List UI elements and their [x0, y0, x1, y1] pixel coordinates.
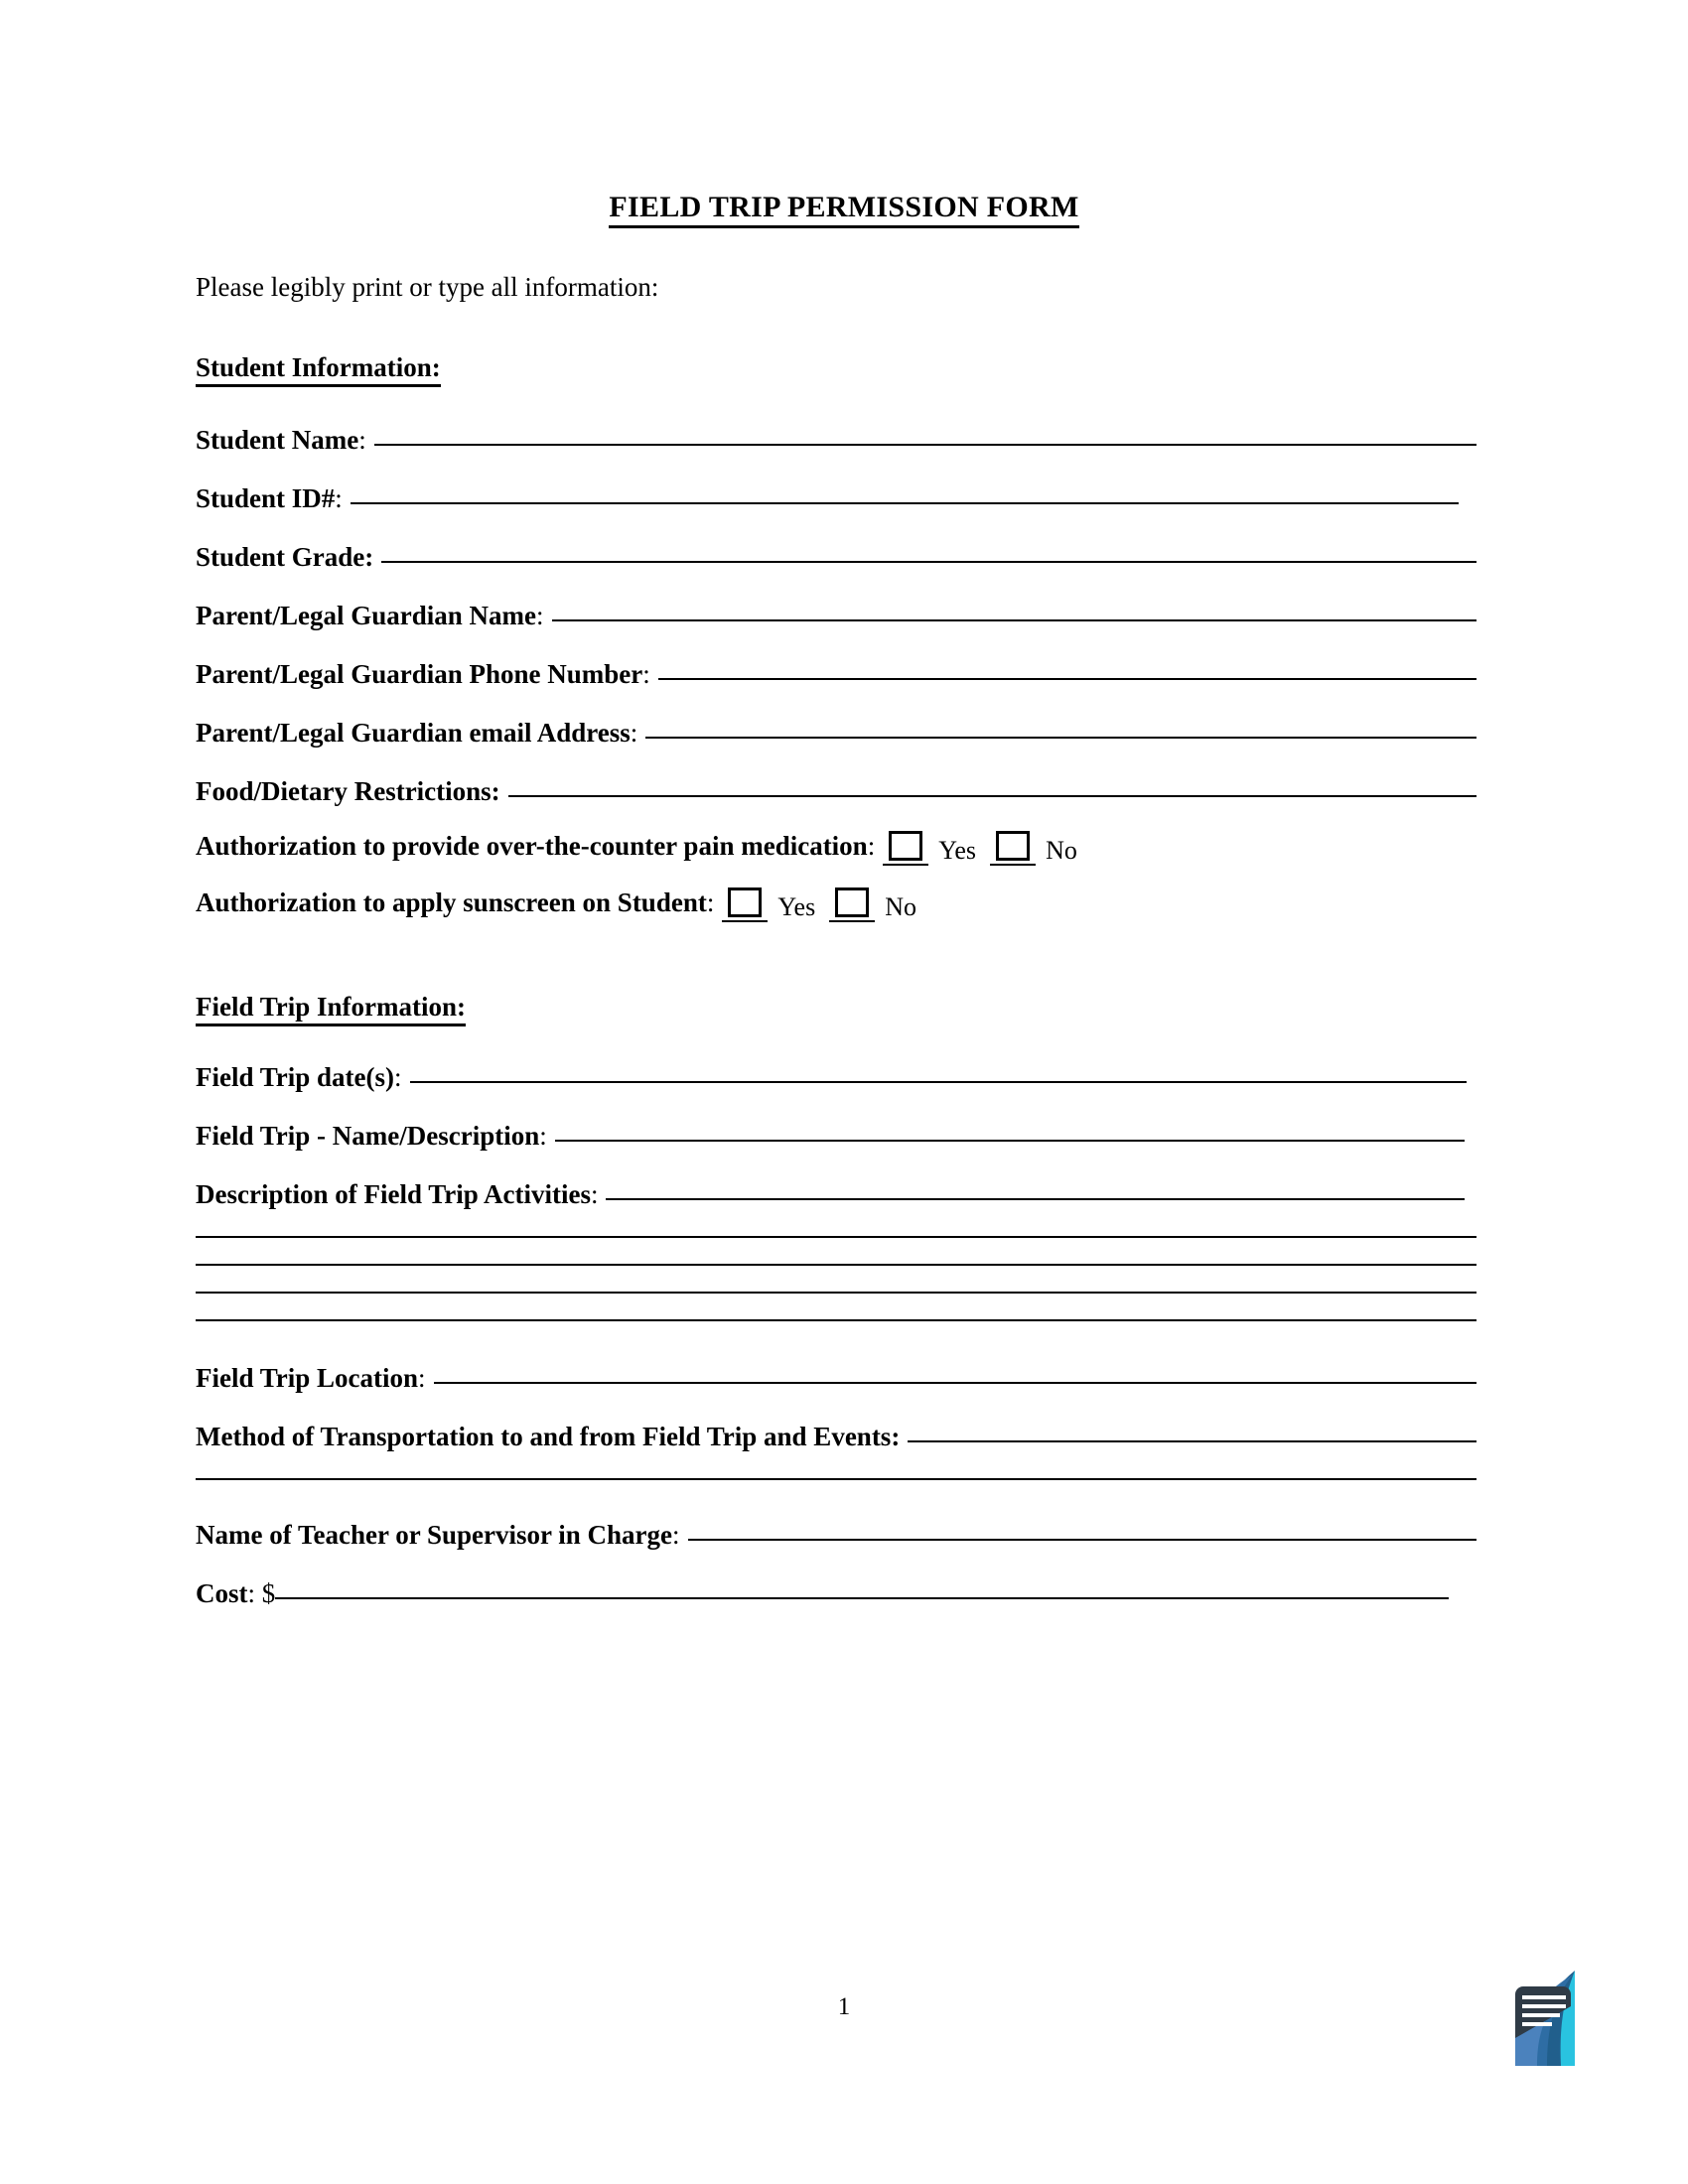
checkbox-icon	[996, 831, 1030, 861]
field-guardian-phone-colon: :	[642, 659, 650, 689]
field-student-id[interactable]	[196, 483, 1477, 514]
section-field-trip-information-heading	[196, 992, 1477, 1026]
field-trip-location-input[interactable]	[434, 1382, 1477, 1384]
field-guardian-phone-label: Parent/Legal Guardian Phone Number	[196, 659, 643, 689]
medication-yes-checkbox[interactable]	[883, 831, 928, 866]
field-guardian-name[interactable]	[196, 601, 1477, 631]
field-student-grade-input[interactable]	[381, 561, 1477, 563]
field-teacher-supervisor-name[interactable]	[196, 1520, 1477, 1551]
section-student-information-heading	[196, 352, 1477, 387]
field-medication-authorization[interactable]	[196, 831, 1477, 866]
field-transportation-method-label: Method of Transportation to and from Field Trip and Events:	[196, 1422, 901, 1451]
field-trip-dates-colon: :	[394, 1062, 402, 1092]
page-number: 1	[837, 1993, 851, 2020]
field-medication-authorization-label: Authorization to provide over-the-counter pain medication	[196, 831, 868, 861]
checkbox-icon	[889, 831, 922, 861]
checkbox-icon	[728, 887, 762, 917]
field-guardian-name-input[interactable]	[552, 619, 1477, 621]
field-guardian-email[interactable]	[196, 718, 1477, 749]
field-trip-activities-input[interactable]	[606, 1198, 1465, 1200]
field-guardian-name-label: Parent/Legal Guardian Name	[196, 601, 536, 630]
field-trip-name-description-input[interactable]	[555, 1140, 1465, 1142]
field-student-name[interactable]	[196, 425, 1477, 456]
sunscreen-yes-checkbox[interactable]	[722, 887, 768, 922]
student-information-heading-colon: :	[431, 352, 441, 382]
field-cost-colon: : $	[247, 1578, 276, 1608]
medication-no-label: No	[1046, 836, 1077, 865]
field-cost-label: Cost	[196, 1578, 248, 1608]
field-trip-dates-label: Field Trip date(s)	[196, 1062, 394, 1092]
field-trip-location-colon: :	[418, 1363, 426, 1393]
field-trip-information-heading-colon: :	[457, 992, 467, 1022]
field-trip-activities[interactable]	[196, 1179, 1477, 1210]
field-student-grade[interactable]	[196, 542, 1477, 573]
field-dietary-restrictions[interactable]	[196, 776, 1477, 807]
field-teacher-supervisor-name-colon: :	[672, 1520, 680, 1550]
sunscreen-yes-label: Yes	[777, 892, 816, 921]
sunscreen-no-checkbox[interactable]	[829, 887, 875, 922]
field-guardian-name-colon: :	[535, 601, 544, 630]
field-trip-information-heading-text: Field Trip Information	[196, 992, 458, 1022]
page-title	[0, 191, 1688, 224]
field-trip-name-description-colon: :	[539, 1121, 547, 1151]
field-trip-dates-input[interactable]	[410, 1081, 1467, 1083]
sunscreen-no-label: No	[885, 892, 916, 921]
field-trip-name-description[interactable]	[196, 1121, 1477, 1152]
intro-text: Please legibly print or type all information:	[196, 272, 659, 302]
field-guardian-email-label: Parent/Legal Guardian email Address	[196, 718, 631, 748]
field-guardian-phone[interactable]	[196, 659, 1477, 690]
medication-yes-label: Yes	[938, 836, 977, 865]
form-body	[196, 268, 1477, 1609]
medication-no-checkbox[interactable]	[990, 831, 1036, 866]
field-trip-dates[interactable]	[196, 1062, 1477, 1093]
field-trip-location-label: Field Trip Location	[196, 1363, 419, 1393]
field-sunscreen-authorization-label: Authorization to apply sunscreen on Student	[196, 887, 707, 917]
document-logo	[1485, 1963, 1581, 2066]
field-teacher-supervisor-name-label: Name of Teacher or Supervisor in Charge	[196, 1520, 672, 1550]
field-student-id-input[interactable]	[351, 502, 1459, 504]
field-dietary-restrictions-input[interactable]	[508, 795, 1477, 797]
field-trip-name-description-label: Field Trip - Name/Description	[196, 1121, 540, 1151]
field-trip-activities-colon: :	[590, 1179, 599, 1209]
field-dietary-restrictions-label: Food/Dietary Restrictions:	[196, 776, 500, 806]
field-cost-input[interactable]	[275, 1597, 1449, 1599]
field-sunscreen-authorization-colon: :	[706, 887, 715, 917]
field-student-name-input[interactable]	[374, 444, 1477, 446]
field-trip-location[interactable]	[196, 1363, 1477, 1394]
field-trip-activities-label: Description of Field Trip Activities	[196, 1179, 591, 1209]
checkbox-icon	[835, 887, 869, 917]
field-student-name-label: Student Name	[196, 425, 359, 455]
field-teacher-supervisor-name-input[interactable]	[688, 1539, 1477, 1541]
field-student-id-colon: :	[335, 483, 343, 513]
student-information-heading-text: Student Information	[196, 352, 432, 382]
field-guardian-phone-input[interactable]	[658, 678, 1477, 680]
page-title-text: FIELD TRIP PERMISSION FORM	[609, 191, 1078, 228]
field-guardian-email-input[interactable]	[645, 737, 1477, 739]
field-student-name-colon: :	[358, 425, 366, 455]
field-cost[interactable]	[196, 1578, 1477, 1609]
field-transportation-method[interactable]	[196, 1422, 1477, 1452]
field-sunscreen-authorization[interactable]	[196, 887, 1477, 922]
field-transportation-method-input[interactable]	[908, 1440, 1477, 1442]
field-student-grade-label: Student Grade:	[196, 542, 374, 572]
field-medication-authorization-colon: :	[867, 831, 876, 861]
field-student-id-label: Student ID#	[196, 483, 336, 513]
field-guardian-email-colon: :	[630, 718, 638, 748]
